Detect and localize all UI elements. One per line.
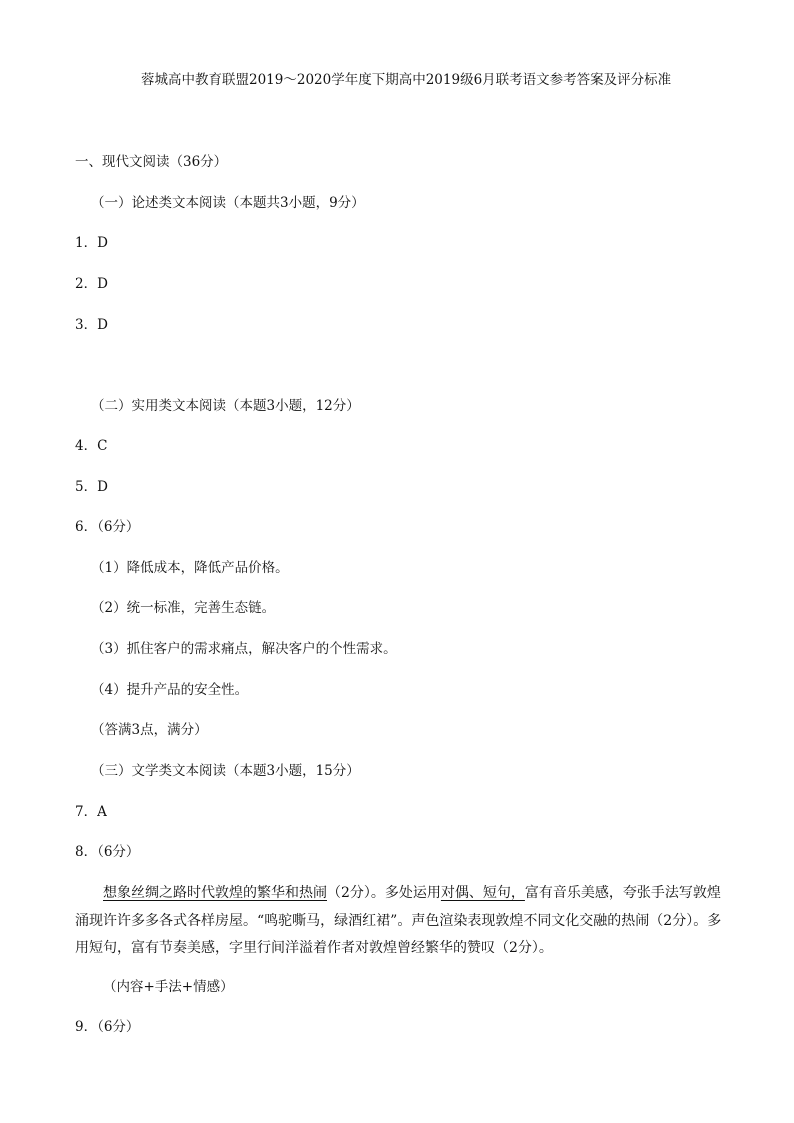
answer-1: 1．D: [75, 235, 108, 251]
answer-3: 3．D: [75, 317, 108, 333]
answer-5: 5．D: [75, 479, 108, 495]
q6-point-2: （2）统一标准，完善生态链。: [91, 600, 276, 616]
q6-point-4: （4）提升产品的安全性。: [91, 682, 249, 698]
answer-7: 7．A: [75, 804, 107, 820]
q8-underlined-technique: 对偶、短句，: [440, 885, 525, 901]
q8-note: （内容+手法+情感）: [103, 979, 234, 995]
page-title: 蓉城高中教育联盟2019～2020学年度下期高中2019级6月联考语文参考答案及评分标准: [141, 72, 672, 88]
q6-point-3: （3）抓住客户的需求痛点，解决客户的个性需求。: [91, 641, 397, 657]
question-8-label: 8．（6分）: [75, 844, 140, 860]
answer-4: 4．C: [75, 438, 108, 454]
question-9-label: 9．（6分）: [75, 1019, 140, 1035]
q8-answer-paragraph: [75, 880, 725, 963]
q6-point-1: （1）降低成本，降低产品价格。: [91, 560, 289, 576]
part1-heading: （一）论述类文本阅读（本题共3小题，9分）: [91, 195, 365, 211]
q8-text-segment: （2分）。多处运用: [327, 885, 441, 901]
answer-2: 2．D: [75, 276, 108, 292]
q8-text-remainder: 富有音乐美感，夸张手法写敦煌涌现许许多多各式各样房屋。“鸣驼嘶马，绿酒红裙”。声色渲染表现敦煌不同文化交融的热闹（2分）。多用短句，富有节奏美感，字里行间洋溢着作者对敦煌曾经繁华的赞叹（2分）。: [75, 885, 722, 956]
section-heading: 一、现代文阅读（36分）: [75, 154, 228, 170]
q6-note: （答满3点，满分）: [91, 722, 208, 738]
part3-heading: （三）文学类文本阅读（本题3小题，15分）: [91, 763, 360, 779]
part2-heading: （二）实用类文本阅读（本题3小题，12分）: [91, 398, 360, 414]
q8-underlined-content: 想象丝绸之路时代敦煌的繁华和热闹: [103, 885, 327, 901]
question-6-label: 6．（6分）: [75, 519, 140, 535]
